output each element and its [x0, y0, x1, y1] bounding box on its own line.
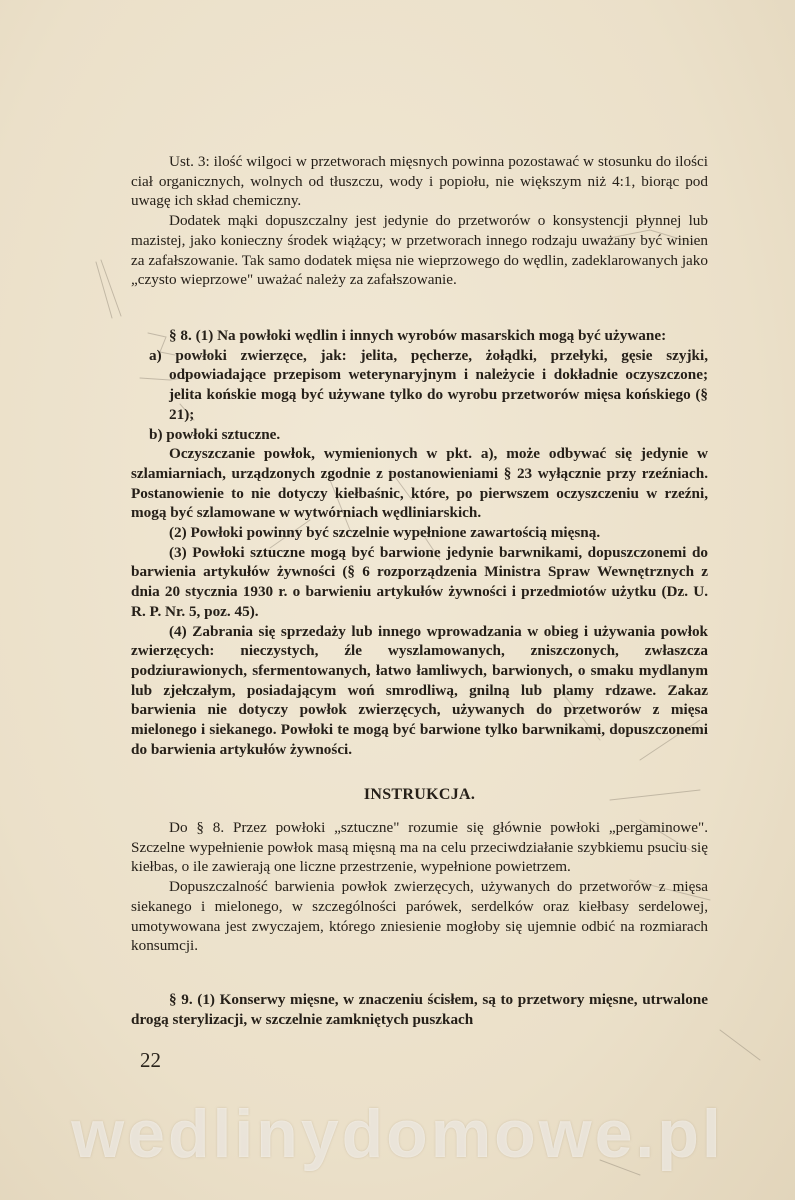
- section-8-item-a: a) powłoki zwierzęce, jak: jelita, pęcherze, żołądki, przełyki, gęsie szyjki, odpowiadające przepisom weterynaryjnym i należycie i dokładnie oczyszczone; jelita końskie mogą być używane tylko do wyrobu przetworów mięsa końskiego (§ 21);: [149, 346, 708, 423]
- instruction-paragraph-2: Dopuszczalność barwienia powłok zwierzęcych, używanych do przetworów z mięsa siekanego i mielonego, w szczególności parówek, serdelków oraz kiełbasy serdelowej, umotywowana jest zwyczajem, którego zniesienie mogłoby się ujemnie odbić na rozmiarach konsumcji.: [131, 878, 708, 955]
- instruction-heading: INSTRUKCJA.: [363, 786, 476, 803]
- paragraph-moisture: Ust. 3: ilość wilgoci w przetworach mięsnych powinna pozostawać w stosunku do ilości ciał organicznych, wolnych od tłuszczu, wody i popiołu, nie większym niż 4:1, biorąc pod uwagę ich skład chemiczny.: [131, 153, 708, 210]
- section-8-paragraph-4: (4) Zabrania się sprzedaży lub innego wprowadzania w obieg i używania powłok zwierzęcych: nieczystych, źle wyszlamowanych, zniszczonych, zwłaszcza podziurawionych, sfermentowanych, łatwo łamliwych, barwionych, o smaku mydlanym lub zjełczałym, posiadającym woń smrodliwą, gnilną lub plamy rdzawe. Zakaz barwienia nie dotyczy powłok zwierzęcych, używanych do przetworów z mięsa mielonego i siekanego. Powłoki te mogą być barwione tylko barwnikami, dopuszczonemi do barwienia artykułów żywności.: [131, 622, 708, 758]
- section-9-start: § 9. (1) Konserwy mięsne, w znaczeniu ścisłem, są to przetwory mięsne, utrwalone drogą sterylizacji, w szczelnie zamkniętych puszkach: [131, 991, 708, 1028]
- section-8-cleaning: Oczyszczanie powłok, wymienionych w pkt. a), może odbywać się jedynie w szlamiarniach, urządzonych zgodnie z postanowieniami § 23 wyłącznie przy rzeźniach. Postanowienie to nie dotyczy kiełbaśnic, które, po pierwszem oczyszczeniu w rzeźni, mogą być szlamowane w wytwórniach wędliniarskich.: [131, 445, 708, 522]
- watermark: wedlinydomowe.pl: [71, 1096, 724, 1172]
- section-9: [131, 990, 708, 1029]
- section-8-intro: § 8. (1) Na powłoki wędlin i innych wyrobów masarskich mogą być używane:: [169, 327, 667, 344]
- top-paragraphs: [131, 152, 708, 290]
- page-number: 22: [140, 1048, 161, 1072]
- section-8-paragraph-2: (2) Powłoki powinny być szczelnie wypełnione zawartością mięsną.: [169, 524, 601, 542]
- section-8: [131, 326, 708, 759]
- instruction-paragraph-1: Do § 8. Przez powłoki „sztuczne" rozumie się głównie powłoki „pergaminowe". Szczelne wypełnienie powłok masą mięsną ma na celu przeciwdziałanie szybkiemu psuciu się kiełbas, o ile zawierają one liczne przestrzenie, wypełnione powietrzem.: [131, 819, 708, 876]
- instruction-block: [131, 818, 708, 956]
- section-8-paragraph-3: (3) Powłoki sztuczne mogą być barwione jedynie barwnikami, dopuszczonemi do barwienia artykułów żywności (§ 6 rozporządzenia Ministra Spraw Wewnętrznych z dnia 20 stycznia 1930 r. o barwieniu artykułów żywności i przedmiotów użytku (Dz. U. R. P. Nr. 5, poz. 45).: [131, 543, 708, 620]
- section-8-item-b: b) powłoki sztuczne.: [149, 425, 281, 443]
- paragraph-flour: Dodatek mąki dopuszczalny jest jedynie do przetworów o konsystencji płynnej lub mazistej, jako konieczny środek wiążący; w przetworach innego rodzaju uważany być winien za zafałszowanie. Tak samo dodatek mięsa nie wieprzowego do wędlin, zadeklarowanych jako „czysto wieprzowe" uważać należy za zafałszowanie.: [131, 212, 708, 289]
